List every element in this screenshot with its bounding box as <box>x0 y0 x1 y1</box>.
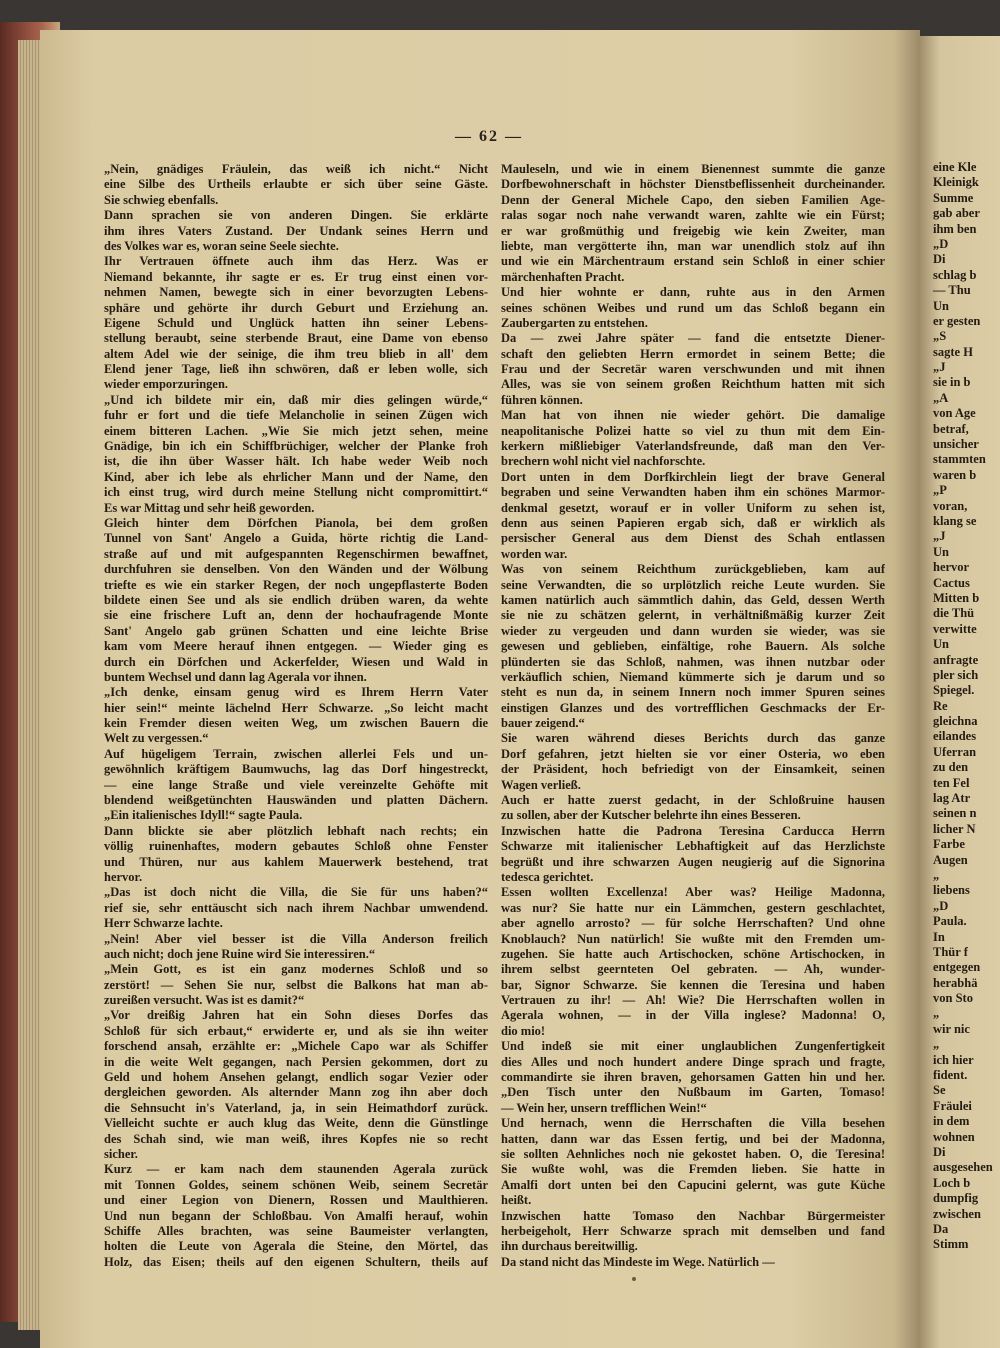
text-line: hatten, dann war das Essen fertig, und bei der Madonna, <box>501 1131 885 1146</box>
text-line: Schloß für sich erbaut,“ erwiderte er, und als sie ihn weiter <box>104 1023 488 1038</box>
text-fragment: Un <box>933 544 949 559</box>
text-fragment: Loch b <box>933 1175 971 1190</box>
text-line: sie sollten Aehnliches noch nie gekostet haben. O, die Teresina! <box>501 1147 885 1161</box>
text-line: Auf hügeligem Terrain, zwischen allerlei Fels und un- <box>104 746 488 761</box>
text-line: „Nein, gnädiges Fräulein, das weiß ich nicht.“ Nicht <box>104 162 488 176</box>
text-line: Man hat von ihnen nie wieder gehört. Die damalige <box>501 408 885 423</box>
text-fragment: Se <box>933 1083 946 1098</box>
text-line: Auch er hatte zuerst gedacht, in der Schloßruine hausen <box>501 793 885 808</box>
text-fragment: „ <box>933 1006 940 1021</box>
text-line: steht es nun da, in seinem Innern noch immer Spuren seines <box>501 685 885 700</box>
text-fragment: klang se <box>933 513 977 528</box>
text-line: Da stand nicht das Mindeste im Wege. Natürlich — <box>501 1254 775 1269</box>
text-fragment: waren b <box>933 467 977 482</box>
text-fragment: betraf, <box>933 421 969 436</box>
text-fragment: ihm ben <box>933 221 977 236</box>
text-line: Holz, das Eisen; theils auf den eigenen Schultern, theils auf <box>104 1254 488 1269</box>
text-line: Alles, was sie von seinem großen Reichthum hatten mit sich <box>501 377 885 392</box>
text-fragment: Cactus <box>933 575 970 590</box>
text-line: Essen wollten Excellenza! Aber was? Heilige Madonna, <box>501 885 885 900</box>
ink-spot <box>632 1277 636 1281</box>
left-text-column <box>104 162 488 1270</box>
text-fragment: Kleinigk <box>933 175 979 190</box>
text-line: kein Fremder diesen weiten Weg, um zwischen Bauern die <box>104 716 488 731</box>
text-line: aber agnello arrosto? — für solche Herrschaften? Und ohne <box>501 916 885 931</box>
text-line: kamen natürlich auch sämmtlich dahin, das Geld, dessen Werth <box>501 592 885 607</box>
text-fragment: seinen n <box>933 806 977 821</box>
text-fragment: wohnen <box>933 1129 975 1144</box>
text-fragment: ten Fel <box>933 775 970 790</box>
text-line: Was von seinem Reichthum zurückgeblieben, kam auf <box>501 562 885 577</box>
text-line: gewöhnlich kräftigem Baumwuchs, lag das Dorf hingestreckt, <box>104 762 488 777</box>
text-line: Mauleseln, und wie in einem Bienennest summte die ganze <box>501 162 885 176</box>
text-fragment: hervor <box>933 560 970 575</box>
text-line: Dort unten in dem Dorfkirchlein liegt der brave General <box>501 469 885 484</box>
text-line: denkmal gesetzt, worauf er in voller Uniform zu sehen ist, <box>501 500 885 515</box>
text-fragment: herabhä <box>933 975 978 990</box>
text-fragment: eilandes <box>933 729 977 744</box>
text-fragment: entgegen <box>933 960 981 975</box>
text-line: einem bitteren Lachen. „Wie Sie mich jetzt sehen, meine <box>104 423 488 438</box>
text-line: kerkern mißliebiger Vaterlandsfreunde, daß man den Ver- <box>501 439 885 454</box>
text-line: neapolitanische Polizei hatte so viel zu thun mit dem Ein- <box>501 423 885 438</box>
text-line: und wie ein Märchentraum erstand sein Schloß in einer schier <box>501 254 885 269</box>
text-line: einstigen Glanzes und des vortrefflichen Geschmacks der Er- <box>501 700 885 715</box>
text-fragment: er gesten <box>933 313 981 328</box>
text-fragment: eine Kle <box>933 160 977 174</box>
text-line: stellung beraubt, seine sterbende Braut, eine Dame von ebenso <box>104 331 488 346</box>
text-fragment: zu den <box>933 760 969 775</box>
text-line: Dann sprachen sie von anderen Dingen. Sie erklärte <box>104 208 488 223</box>
text-line: „Mein Gott, es ist ein ganz modernes Schloß und so <box>104 962 488 977</box>
text-line: seine Verwandten, die so urplötzlich reiche Leute wurden. Sie <box>501 577 885 592</box>
text-fragment: wir nic <box>933 1021 970 1036</box>
text-fragment: pler sich <box>933 667 979 682</box>
text-line: ich einst trug, wird durch meine Stellung nicht compromittirt.“ <box>104 485 488 500</box>
text-line: eine Silbe des Urtheils erlaubte er sich über seine Gäste. <box>104 177 488 192</box>
text-line: Gnädige, bin ich ein Schiffbrüchiger, welcher der Planke froh <box>104 439 488 454</box>
text-line: brechern wohl nicht viel nachforschte. <box>501 454 706 469</box>
text-line: auch nicht; doch jene Ruine wird Sie interessiren.“ <box>104 946 376 961</box>
text-fragment: Di <box>933 252 946 267</box>
text-line: Sie waren während dieses Berichts durch das ganze <box>501 731 885 746</box>
text-line: hervor. <box>104 869 143 884</box>
text-fragment: Mitten b <box>933 590 980 605</box>
text-line: Sie schwieg ebenfalls. <box>104 192 219 207</box>
text-line: Und hier wohnte er dann, ruhte aus in den Armen <box>501 285 885 300</box>
text-line: „Und ich bildete mir ein, daß mir dies gelingen würde,“ <box>104 392 488 407</box>
text-fragment: „ <box>933 1037 940 1052</box>
text-line: commandirte sie ihren braven, gehorsamen Gatten hin und her. <box>501 1070 885 1085</box>
text-line: ihn durchaus bereitwillig. <box>501 1239 638 1254</box>
text-fragment: Da <box>933 1221 949 1236</box>
text-fragment: Farbe <box>933 837 965 852</box>
text-line: Denn der General Michele Capo, den sieben Familien Age- <box>501 192 885 207</box>
text-line: holten die Leute von Agerala die Steine, den Mörtel, das <box>104 1239 488 1254</box>
text-line: Es war Mittag und sehr heiß geworden. <box>104 500 315 515</box>
text-line: in die weite Welt gegangen, nach Persien gekommen, dort zu <box>104 1054 488 1069</box>
text-fragment: fident. <box>933 1068 968 1083</box>
text-line: begraben und seine Verwandten haben ihm ein schönes Marmor- <box>501 485 885 500</box>
text-fragment: Stimm <box>933 1237 969 1252</box>
text-line: triefte es wie ein starker Regen, der noch ungepflasterte Boden <box>104 577 488 592</box>
text-line: straße auf und mit aufgespannten Regenschirmen bewaffnet, <box>104 546 488 561</box>
text-line: „Das ist doch nicht die Villa, die Sie für uns haben?“ <box>104 885 488 900</box>
text-line: Eigene Schuld und Unglück hatten ihn seiner Lebens- <box>104 315 488 330</box>
text-line: Tunnel von Sant' Angelo a Guida, hörte richtig die Land- <box>104 531 488 546</box>
text-line: die Sehnsucht in's Vaterland, ja, in sein Heimathdorf zurück. <box>104 1100 488 1115</box>
text-line: rief sie, sehr enttäuscht sich nach ihrem Nachbar umwendend. <box>104 900 488 915</box>
text-fragment: gab aber <box>933 206 980 221</box>
text-line: zerstört! — Sehen Sie nur, selbst die Balkons hat man ab- <box>104 977 488 992</box>
text-line: zureißen versucht. Was ist es damit?“ <box>104 993 305 1008</box>
text-fragment: „ <box>933 867 940 882</box>
text-line: Herr Schwarze lachte. <box>104 916 223 931</box>
text-line: sicher. <box>104 1147 138 1161</box>
text-line: märchenhaften Pracht. <box>501 269 625 284</box>
text-line: Elend jener Tage, ließ ihn schwören, daß er leben wolle, sich <box>104 362 488 377</box>
text-line: „Nein! Aber viel besser ist die Villa Anderson freilich <box>104 931 488 946</box>
text-line: verkäuflich schien, Niemand kümmerte sich je darum und so <box>501 669 885 684</box>
text-fragment: „J <box>933 529 946 544</box>
text-line: Amalfi dort unten bei den Capucini gelernt, was gute Küche <box>501 1177 885 1192</box>
text-line: „Ein italienisches Idyll!“ sagte Paula. <box>104 808 303 823</box>
text-line: Dann blickte sie aber plötzlich lebhaft nach rechts; ein <box>104 823 488 838</box>
text-line: ralas sogar noch nahe verwandt waren, zahlte wie ein Fürst; <box>501 208 885 223</box>
text-line: zugehen. Sie hatte auch Artischocken, schöne Artischocken, in <box>501 946 885 961</box>
text-fragment: „P <box>933 483 947 498</box>
text-fragment: voran, <box>933 498 968 513</box>
text-line: was nur? Sie hatte nur ein Lämmchen, gestern geschlachtet, <box>501 900 885 915</box>
text-line: sie eine frischere Luft an, denn der hochaufragende Monte <box>104 608 488 623</box>
text-line: Und hernach, wenn die Herrschaften die Villa besehen <box>501 1116 885 1131</box>
text-line: tedesca gerichtet. <box>501 869 594 884</box>
text-line: sie nie zu schätzen gelernt, in verhältnißmäßig kurzer Zeit <box>501 608 885 623</box>
text-line: dies Alles und noch hundert andere Dinge sprach und fragte, <box>501 1054 885 1069</box>
text-line: Und indeß sie mit einer unglaublichen Zungenfertigkeit <box>501 1039 885 1054</box>
text-line: nehmen Namen, bewegte sich in einer bevorzugten Lebens- <box>104 285 488 300</box>
text-fragment: Re <box>933 698 948 713</box>
text-fragment: Di <box>933 1145 946 1159</box>
text-line: Vertrauen zu ihr! — Ah! Wie? Die Herrschaften wollen in <box>501 993 885 1008</box>
text-line: persischer General aus dem Dienst des Schah entlassen <box>501 531 885 546</box>
text-fragment: ich hier <box>933 1052 974 1067</box>
text-line: der Präsident, hoch befriedigt von der Einsamkeit, seinen <box>501 762 885 777</box>
text-fragment: Un <box>933 637 949 652</box>
text-line: Dorf gefahren, jetzt hielten sie vor einer Osteria, wo eben <box>501 746 885 761</box>
text-line: Gleich hinter dem Dörfchen Pianola, bei dem großen <box>104 515 488 530</box>
text-fragment: lag Atr <box>933 791 971 806</box>
text-line: gewesen und geblieben, einfältige, rohe Bauern. Als solche <box>501 639 885 654</box>
text-line: Sie wußte wohl, was die Fremden lieben. Sie hatte in <box>501 1162 885 1177</box>
text-line: durchfuhren sie denselben. Von den Wänden und der Wölbung <box>104 562 488 577</box>
text-line: kam vom Meere herauf ihnen entgegen. — Wieder ging es <box>104 639 488 654</box>
text-line: blendend weißgetünchten Hauswänden und platten Dächern. <box>104 793 488 808</box>
text-fragment: stammten <box>933 452 986 467</box>
text-line: bauer zeigend.“ <box>501 716 585 731</box>
text-fragment: sie in b <box>933 375 971 390</box>
text-line: Kind, aber ich lebe als ehrlicher Mann und der Name, den <box>104 469 488 484</box>
text-line: Sant' Angelo gab grünen Schatten und eine leichte Brise <box>104 623 488 638</box>
text-fragment: Augen <box>933 852 968 867</box>
text-line: und einer Legion von Dienern, Rossen und Maulthieren. <box>104 1193 488 1208</box>
text-fragment: liebens <box>933 883 970 898</box>
text-line: denn aus seinen Papieren ergab sich, daß er wirklich als <box>501 515 885 530</box>
text-line: Schiffe Alles brachten, was seine Baumeister verlangten, <box>104 1223 488 1238</box>
text-fragment: Thür f <box>933 944 968 959</box>
text-line: dio mio! <box>501 1023 546 1038</box>
text-fragment: ausgesehen <box>933 1160 993 1175</box>
text-line: Frau und der Secretär waren verschwunden und mit ihnen <box>501 362 885 377</box>
right-page-text-fragments <box>933 160 1000 1253</box>
text-line: begrüßt und ihre schwarzen Augen neugierig auf die Signorina <box>501 854 885 869</box>
text-line: fuhr er fort und die tiefe Melancholie in seinen Zügen wich <box>104 408 488 423</box>
text-line: Schwarze mit italienischer Lebhaftigkeit auf das Herzlichste <box>501 839 885 854</box>
text-fragment: „J <box>933 360 946 375</box>
text-line: Zaubergarten zu entstehen. <box>501 315 648 330</box>
text-line: zu sollen, aber der Kutscher belehrte ihn eines Besseren. <box>501 808 801 823</box>
text-line: sphäre und gehörte ihr durch Geburt und Erziehung an. <box>104 300 488 315</box>
text-line: altem Adel wie der seinige, die ihm treu blieb in all' dem <box>104 346 488 361</box>
text-line: Da — zwei Jahre später — fand die entsetzte Diener- <box>501 331 885 346</box>
text-line: seines schönen Weibes und rund um das Schloß begann ein <box>501 300 885 315</box>
text-line: durch ein Dörfchen und Ackerfelder, Wiesen und Wald in <box>104 654 488 669</box>
text-line: ihrem selbst geernteten Oel gebraten. — Ah, wunder- <box>501 962 885 977</box>
text-line: Kurz — er kam nach dem staunenden Agerala zurück <box>104 1162 488 1177</box>
text-line: Geld und hohem Ansehen gelangt, endlich sogar Vezier oder <box>104 1070 488 1085</box>
page-number: — 62 — <box>455 128 523 145</box>
text-line: und Thüren, nur aus kahlem Mauerwerk bestehend, trat <box>104 854 488 869</box>
text-line: schaft den geliebten Herrn ermordet in seinem Bette; die <box>501 346 885 361</box>
text-fragment: von Age <box>933 406 976 421</box>
text-fragment: Summe <box>933 190 974 205</box>
text-line: Wagen verließ. <box>501 777 581 792</box>
text-line: herbeigeholt, Herr Schwarze sprach mit demselben und fand <box>501 1223 885 1238</box>
text-fragment: „D <box>933 236 949 251</box>
text-fragment: Spiegel. <box>933 683 975 698</box>
text-line: mit Tonnen Goldes, seinem schönen Weib, seinem Secretär <box>104 1177 488 1192</box>
text-line: worden war. <box>501 546 568 561</box>
text-fragment: anfragte <box>933 652 979 667</box>
text-fragment: In <box>933 929 945 944</box>
text-line: liebte, man vergötterte ihn, man war unendlich stolz auf ihn <box>501 238 885 253</box>
text-fragment: die Thü <box>933 606 975 621</box>
text-line: völlig ruinenhaftes, modern gebautes Schloß ohne Fenster <box>104 839 488 854</box>
text-fragment: dumpfig <box>933 1191 979 1206</box>
text-fragment: „A <box>933 390 949 405</box>
text-line: — Wein her, unsern trefflichen Wein!“ <box>501 1100 707 1115</box>
text-line: Inzwischen hatte Tomaso den Nachbar Bürgermeister <box>501 1208 885 1223</box>
text-line: forschend ansah, erzählte er: „Michele Capo war als Schiffer <box>104 1039 488 1054</box>
text-line: Knoblauch? Nun natürlich! Sie wußte mit den Fremden um- <box>501 931 885 946</box>
text-line: „Ich denke, einsam genug wird es Ihrem Herrn Vater <box>104 685 488 700</box>
text-fragment: schlag b <box>933 267 977 282</box>
text-fragment: zwischen <box>933 1206 981 1221</box>
text-line: Agerala wohnen, — in der Villa inglese? Madonna! O, <box>501 1008 885 1023</box>
text-line: „Vor dreißig Jahren hat ein Sohn dieses Dorfes das <box>104 1008 488 1023</box>
text-line: führen können. <box>501 392 583 407</box>
text-fragment: „S <box>933 329 947 344</box>
text-fragment: licher N <box>933 821 976 836</box>
text-fragment: verwitte <box>933 621 977 636</box>
right-text-column <box>501 162 885 1270</box>
text-line: er war großmüthig und freigebig wie kein Zweiter, man <box>501 223 885 238</box>
text-fragment: in dem <box>933 1114 970 1129</box>
text-line: hier sein!“ meinte lächelnd Herr Schwarze. „So leicht macht <box>104 700 488 715</box>
text-line: Niemand bekannte, ihr sagte er es. Er trug einst einen vor- <box>104 269 488 284</box>
text-line: „Den Tisch unter den Nußbaum im Garten, Tomaso! <box>501 1085 885 1100</box>
text-line: Welt zu vergessen.“ <box>104 731 209 746</box>
text-fragment: gleichna <box>933 714 978 729</box>
text-line: Dorfbewohnerschaft in höchster Dienstbeflissenheit durcheinander. <box>501 177 885 192</box>
text-line: bar, Signor Schwarze. Sie kennen die Teresina und haben <box>501 977 885 992</box>
text-fragment: „D <box>933 898 949 913</box>
text-line: Und nun begann der Schloßbau. Von Amalfi herauf, wohin <box>104 1208 488 1223</box>
text-fragment: sagte H <box>933 344 973 359</box>
text-line: buntem Wechsel und dann lag Agerala vor ihnen. <box>104 669 367 684</box>
text-line: des Schah sind, wie man weiß, ihres Kopfes nie so recht <box>104 1131 488 1146</box>
text-line: wieder emporzuringen. <box>104 377 229 392</box>
text-line: Inzwischen hatte die Padrona Teresina Carducca Herrn <box>501 823 885 838</box>
text-fragment: Fräulei <box>933 1098 972 1113</box>
text-line: plünderten sie das Schloß, nahmen, was ihnen nutzbar oder <box>501 654 885 669</box>
text-fragment: unsicher <box>933 437 979 452</box>
text-line: Vielleicht suchte er auch klug das Weite, denn die Günstlinge <box>104 1116 488 1131</box>
text-line: des Volkes war es, woran seine Seele siechte. <box>104 238 339 253</box>
text-line: bildete einen See und als sie endlich drüben waren, da wehte <box>104 592 488 607</box>
text-line: — eine lange Straße und viele vereinzelte Gehöfte mit <box>104 777 488 792</box>
text-line: ihm ihres Vaters Zustand. Der Undank seines Herrn und <box>104 223 488 238</box>
text-line: Ihr Vertrauen öffnete auch ihm das Herz. Was er <box>104 254 488 269</box>
text-fragment: Paula. <box>933 914 967 929</box>
text-line: dergleichen geworden. Als alternder Mann zog ihn aber doch <box>104 1085 488 1100</box>
text-fragment: Un <box>933 298 949 313</box>
text-fragment: Uferran <box>933 744 977 759</box>
text-fragment: — Thu <box>933 283 971 298</box>
text-line: ist, die ihn über Wasser hält. Ich habe weder Weib noch <box>104 454 488 469</box>
text-line: wieder zu vergeuden und dann wurden sie wieder, was sie <box>501 623 885 638</box>
text-fragment: von Sto <box>933 991 973 1006</box>
text-line: heißt. <box>501 1193 532 1208</box>
